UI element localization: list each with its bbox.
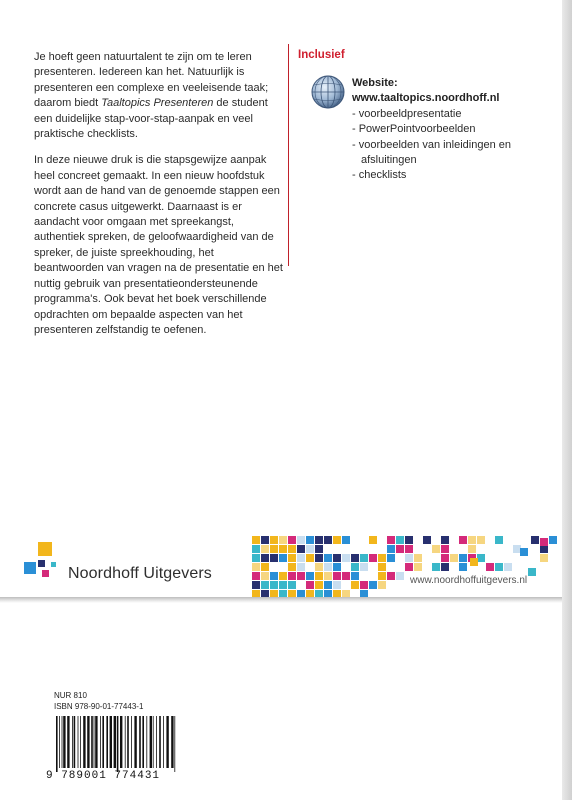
mosaic-tile: [378, 563, 386, 571]
mosaic-tile: [261, 563, 269, 571]
mosaic-tile: [459, 554, 467, 562]
barcode-bar: [125, 716, 126, 768]
mosaic-tile: [261, 581, 269, 589]
mosaic-tile: [351, 563, 359, 571]
cover-fold: [0, 597, 562, 603]
mosaic-tile: [396, 545, 404, 553]
inclusief-title: Inclusief: [298, 49, 345, 61]
barcode-bar: [131, 716, 132, 768]
mosaic-tile: [549, 536, 557, 544]
barcode-bar: [146, 716, 147, 768]
barcode-icon: [54, 716, 180, 772]
mosaic-tile: [477, 536, 485, 544]
mosaic-tile: [441, 554, 449, 562]
mosaic-tile: [432, 545, 440, 553]
publisher-url[interactable]: www.noordhoffuitgevers.nl: [410, 575, 528, 586]
mosaic-tile: [405, 554, 413, 562]
mosaic-tile: [270, 545, 278, 553]
mosaic-tile: [261, 545, 269, 553]
mosaic-tile: [333, 572, 341, 580]
mosaic-tile: [405, 536, 413, 544]
mosaic-tile: [369, 536, 377, 544]
mosaic-tile: [387, 554, 395, 562]
publisher-name: Noordhoff Uitgevers: [68, 565, 212, 582]
mosaic-tile: [315, 563, 323, 571]
mosaic-tile: [306, 581, 314, 589]
mosaic-tile: [342, 572, 350, 580]
barcode-bar: [120, 716, 122, 768]
mosaic-tile: [306, 572, 314, 580]
mosaic-tile: [279, 554, 287, 562]
mosaic-tile: [297, 554, 305, 562]
nur-code: NUR 810: [54, 691, 87, 700]
barcode-bar: [78, 716, 79, 768]
mosaic-tile: [261, 554, 269, 562]
mosaic-tile: [470, 558, 478, 566]
mosaic-tile: [495, 536, 503, 544]
mosaic-tile: [261, 536, 269, 544]
book-title-italic: Taaltopics Presenteren: [101, 97, 214, 110]
barcode-bar: [67, 716, 69, 768]
website-url[interactable]: www.taaltopics.noordhoff.nl: [352, 92, 500, 104]
mosaic-tile: [324, 572, 332, 580]
mosaic-tile: [288, 545, 296, 553]
mosaic-tile: [423, 536, 431, 544]
mosaic-tile: [504, 563, 512, 571]
mosaic-tile: [306, 536, 314, 544]
barcode-bar: [94, 716, 95, 768]
mosaic-tile: [441, 545, 449, 553]
mosaic-tile: [333, 536, 341, 544]
barcode-bar: [102, 716, 104, 768]
barcode-number: 9 789001 774431: [46, 770, 161, 782]
mosaic-tile: [495, 563, 503, 571]
mosaic-tile: [252, 536, 260, 544]
mosaic-tile: [252, 545, 260, 553]
barcode-bar: [166, 716, 168, 768]
barcode-bar: [74, 716, 76, 768]
mosaic-tile: [342, 554, 350, 562]
list-item: - checklists: [352, 169, 407, 182]
barcode-bar: [95, 716, 97, 768]
mosaic-tile: [378, 554, 386, 562]
mosaic-tile: [387, 545, 395, 553]
mosaic-tile: [477, 554, 485, 562]
mosaic-tile: [540, 538, 548, 546]
website-contents-list: [352, 107, 542, 183]
blurb-text: [34, 50, 284, 349]
mosaic-tile: [288, 563, 296, 571]
mosaic-tile: [252, 581, 260, 589]
mosaic-tile: [333, 563, 341, 571]
barcode-bar: [100, 716, 101, 768]
barcode-bar: [142, 716, 144, 768]
barcode-bar: [59, 716, 60, 768]
mosaic-tile: [297, 536, 305, 544]
mosaic-tile: [288, 554, 296, 562]
mosaic-tile: [324, 563, 332, 571]
barcode-bar: [117, 716, 119, 772]
mosaic-tile: [528, 568, 536, 576]
mosaic-tile: [405, 545, 413, 553]
mosaic-tile: [459, 563, 467, 571]
mosaic-tile: [297, 545, 305, 553]
mosaic-tile: [441, 563, 449, 571]
blurb-paragraph-1: Je hoeft geen natuurtalent te zijn om te leren presenteren. Iedereen kan het. Natuurlijk is presenteren een complexe en veeleisende taak; daarom biedt Taaltopics Presenteren de student een duidelijke stap-voor-stap-aanpak en veel praktische checklists.: [34, 51, 269, 141]
barcode-bar: [56, 716, 58, 772]
mosaic-tile: [432, 563, 440, 571]
mosaic-tile: [252, 563, 260, 571]
mosaic-tile: [333, 581, 341, 589]
blurb-paragraph-2: In deze nieuwe druk is die stapsgewijze aanpak heel concreet gemaakt. In een nieuw hoofdstuk wordt aan de hand van de genoemde stappen een concrete casus uitgewerkt. Daarnaast is er aandacht voor omgaan met spreekangst, authentiek spreken, de geloofwaardigheid van de spreker, de juiste spreekhouding, het beantwoorden van vragen na de presentatie en het nuttig gebruik van presentatieondersteunende programma's. Ook bevat het boek verschillende opdrachten om bepaalde aspecten van het presenteren zelfstandig te oefenen.: [34, 154, 283, 336]
mosaic-tile: [279, 572, 287, 580]
mosaic-tile: [270, 572, 278, 580]
barcode-bar: [72, 716, 73, 768]
mosaic-tile: [288, 581, 296, 589]
barcode-bar: [134, 716, 136, 768]
mosaic-tile: [513, 545, 521, 553]
mosaic-tile: [306, 554, 314, 562]
mosaic-tile: [486, 563, 494, 571]
mosaic-tile: [288, 536, 296, 544]
mosaic-tile: [351, 554, 359, 562]
mosaic-tile: [261, 572, 269, 580]
isbn-code: ISBN 978-90-01-77443-1: [54, 702, 144, 711]
mosaic-tile: [360, 581, 368, 589]
mosaic-tile: [324, 536, 332, 544]
publisher-band: [0, 528, 562, 598]
barcode-bar: [139, 716, 141, 768]
mosaic-tile: [360, 554, 368, 562]
list-item: - voorbeelden van inleidingen en afsluitingen: [352, 138, 512, 166]
mosaic-tile: [351, 572, 359, 580]
mosaic-tile: [369, 554, 377, 562]
mosaic-tile: [369, 581, 377, 589]
mosaic-tile: [531, 536, 539, 544]
mosaic-tile: [387, 536, 395, 544]
barcode-bar: [163, 716, 164, 768]
mosaic-tile: [270, 536, 278, 544]
barcode-bar: [63, 716, 65, 768]
mosaic-tile: [315, 536, 323, 544]
mosaic-tile: [459, 536, 467, 544]
mosaic-tile: [315, 572, 323, 580]
website-label: Website:: [352, 77, 398, 89]
mosaic-tile: [315, 581, 323, 589]
mosaic-tile: [468, 545, 476, 553]
barcode-bar: [91, 716, 93, 768]
mosaic-tile: [279, 536, 287, 544]
column-divider: [288, 44, 289, 266]
mosaic-tile: [324, 581, 332, 589]
mosaic-tile: [270, 554, 278, 562]
spine-edge: [562, 0, 572, 800]
mosaic-tile: [342, 536, 350, 544]
mosaic-tile: [540, 554, 548, 562]
barcode-bar: [174, 716, 175, 772]
barcode-bar: [153, 716, 154, 768]
mosaic-tile: [378, 581, 386, 589]
list-item: - voorbeeldpresentatie: [352, 108, 462, 120]
mosaic-tile: [306, 545, 314, 553]
mosaic-tile: [333, 554, 341, 562]
barcode-bar: [171, 716, 173, 768]
mosaic-tile: [315, 554, 323, 562]
barcode-bar: [127, 716, 129, 768]
barcode-bar: [110, 716, 112, 768]
mosaic-tile: [387, 572, 395, 580]
mosaic-tile: [270, 581, 278, 589]
mosaic-tile: [468, 536, 476, 544]
mosaic-tile: [540, 545, 548, 553]
mosaic-tile: [441, 536, 449, 544]
barcode-bar: [80, 716, 81, 768]
mosaic-tile: [378, 572, 386, 580]
barcode-bar: [106, 716, 108, 768]
mosaic-tile: [252, 572, 260, 580]
barcode-bar: [62, 716, 63, 768]
mosaic-tile: [396, 536, 404, 544]
mosaic-tile: [351, 581, 359, 589]
mosaic-tile: [405, 563, 413, 571]
list-item: - PowerPointvoorbeelden: [352, 123, 476, 136]
barcode-bar: [87, 716, 89, 768]
mosaic-tile: [252, 554, 260, 562]
barcode-bar: [150, 716, 152, 768]
mosaic-tile: [396, 572, 404, 580]
noordhoff-logo-icon: [18, 540, 60, 582]
mosaic-tile: [324, 554, 332, 562]
mosaic-tile: [288, 572, 296, 580]
mosaic-tile: [279, 545, 287, 553]
barcode-bar: [156, 716, 157, 768]
barcode-bar: [159, 716, 161, 768]
globe-icon: [310, 74, 346, 110]
mosaic-tile: [315, 545, 323, 553]
mosaic-tile: [297, 563, 305, 571]
mosaic-tile: [297, 572, 305, 580]
mosaic-tile: [414, 554, 422, 562]
mosaic-tile: [520, 548, 528, 556]
barcode-bar: [114, 716, 116, 768]
mosaic-tile: [279, 581, 287, 589]
mosaic-tile: [450, 554, 458, 562]
barcode-bar: [83, 716, 85, 768]
mosaic-tile: [414, 563, 422, 571]
mosaic-tile: [360, 563, 368, 571]
tile-mosaic: [0, 528, 562, 598]
